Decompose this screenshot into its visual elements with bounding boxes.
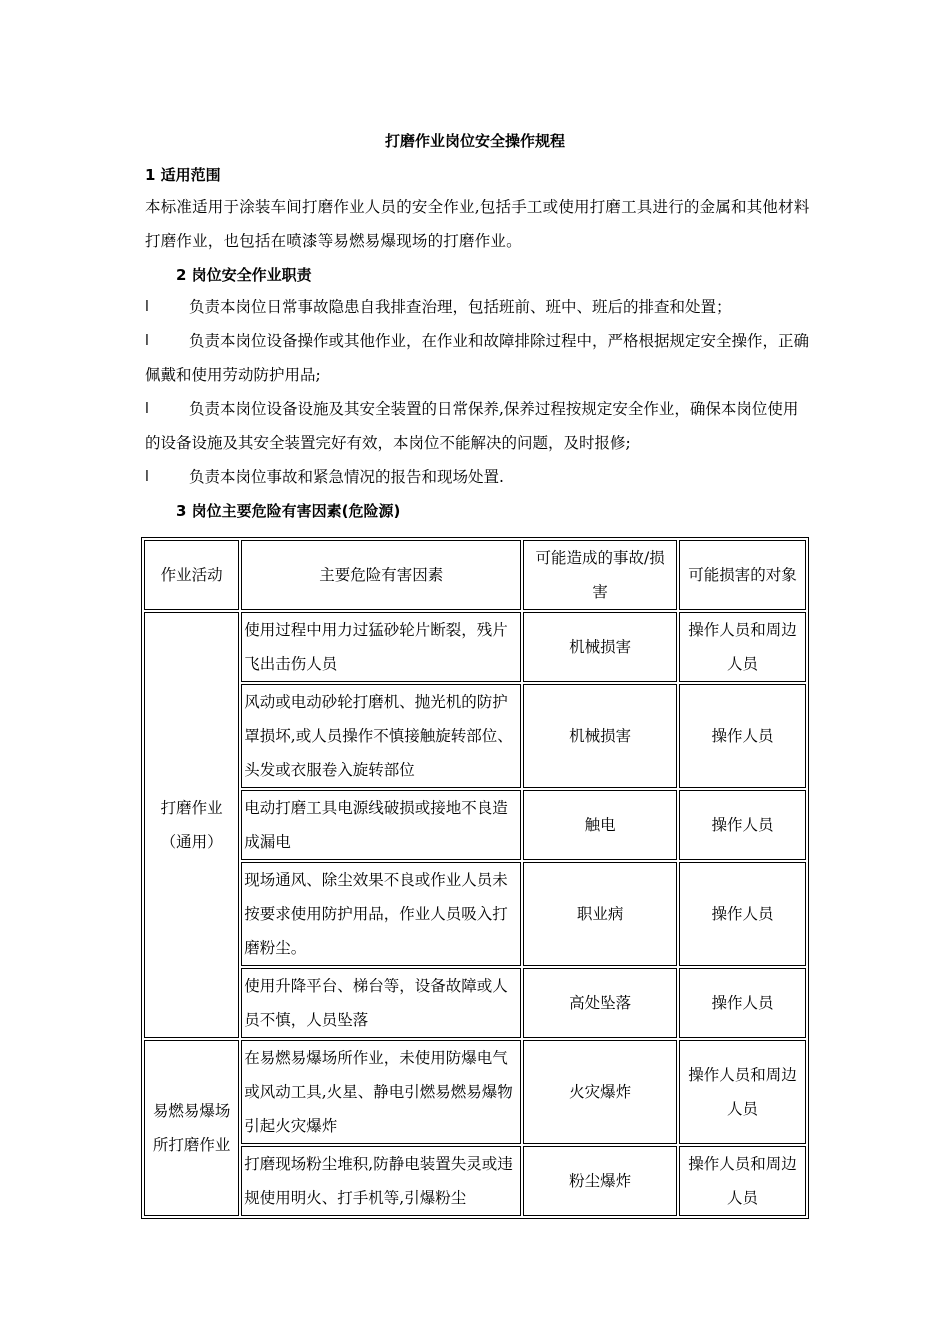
- target-cell: 操作人员: [679, 968, 806, 1038]
- section-1-heading: 1 适用范围: [145, 166, 221, 184]
- accident-cell: 火灾爆炸: [523, 1040, 677, 1144]
- section-3-heading: 3 岗位主要危险有害因素(危险源): [176, 502, 401, 520]
- factor-cell: 风动或电动砂轮打磨机、抛光机的防护罩损坏,或人员操作不慎接触旋转部位、头发或衣服卷入旋转部位: [241, 684, 521, 788]
- activity-cell: 易燃易爆场所打磨作业: [144, 1040, 239, 1216]
- duty-bullet: [145, 460, 810, 494]
- table-row: [144, 684, 806, 788]
- factor-cell: 打磨现场粉尘堆积,防静电装置失灵或违规使用明火、打手机等,引爆粉尘: [241, 1146, 521, 1216]
- duty-bullet: [145, 324, 810, 392]
- accident-cell: 职业病: [523, 862, 677, 966]
- section-1-text: 本标准适用于涂装车间打磨作业人员的安全作业,包括手工或使用打磨工具进行的金属和其他材料打磨作业，也包括在喷漆等易燃易爆现场的打磨作业。: [145, 198, 810, 250]
- bullet-text: 负责本岗位事故和紧急情况的报告和现场处置.: [189, 468, 504, 486]
- factor-cell: 使用升降平台、梯台等，设备故障或人员不慎，人员坠落: [241, 968, 521, 1038]
- activity-cell: 打磨作业（通用）: [144, 612, 239, 1038]
- factor-cell: 使用过程中用力过猛砂轮片断裂，残片飞出击伤人员: [241, 612, 521, 682]
- target-cell: 操作人员: [679, 862, 806, 966]
- hazard-table: [141, 537, 809, 1219]
- table-header-row: [144, 540, 806, 610]
- duty-bullet: [145, 290, 810, 324]
- bullet-text: 负责本岗位日常事故隐患自我排查治理，包括班前、班中、班后的排查和处置；: [189, 298, 732, 316]
- table-row: [144, 862, 806, 966]
- bullet-text: 负责本岗位设备设施及其安全装置的日常保养,保养过程按规定安全作业，确保本岗位使用的设备设施及其安全装置完好有效，本岗位不能解决的问题，及时报修;: [145, 400, 799, 452]
- document-title: 打磨作业岗位安全操作规程: [384, 132, 565, 150]
- accident-cell: 粉尘爆炸: [523, 1146, 677, 1216]
- target-cell: 操作人员和周边人员: [679, 1146, 806, 1216]
- factor-cell: 电动打磨工具电源线破损或接地不良造成漏电: [241, 790, 521, 860]
- table-row: [144, 1040, 806, 1144]
- target-cell: 操作人员: [679, 790, 806, 860]
- table-row: [144, 1146, 806, 1216]
- accident-cell: 高处坠落: [523, 968, 677, 1038]
- section-2-heading: 2 岗位安全作业职责: [176, 266, 312, 284]
- bullet-text: 负责本岗位设备操作或其他作业，在作业和故障排除过程中，严格根据规定安全操作，正确佩戴和使用劳动防护用品;: [145, 332, 810, 384]
- table-row: [144, 612, 806, 682]
- bullet-marker: l: [145, 469, 149, 485]
- bullet-marker: l: [145, 299, 149, 315]
- bullet-marker: l: [145, 333, 149, 349]
- target-cell: 操作人员和周边人员: [679, 1040, 806, 1144]
- accident-cell: 触电: [523, 790, 677, 860]
- bullet-marker: l: [145, 401, 149, 417]
- target-cell: 操作人员: [679, 684, 806, 788]
- header-target: 可能损害的对象: [679, 540, 806, 610]
- factor-cell: 现场通风、除尘效果不良或作业人员未按要求使用防护用品，作业人员吸入打磨粉尘。: [241, 862, 521, 966]
- table-row: [144, 790, 806, 860]
- factor-cell: 在易燃易爆场所作业，未使用防爆电气或风动工具,火星、静电引燃易燃易爆物引起火灾爆炸: [241, 1040, 521, 1144]
- header-factor: 主要危险有害因素: [241, 540, 521, 610]
- table-row: [144, 968, 806, 1038]
- accident-cell: 机械损害: [523, 612, 677, 682]
- duty-bullet: [145, 392, 810, 460]
- header-activity: 作业活动: [144, 540, 239, 610]
- target-cell: 操作人员和周边人员: [679, 612, 806, 682]
- header-accident: 可能造成的事故/损害: [523, 540, 677, 610]
- accident-cell: 机械损害: [523, 684, 677, 788]
